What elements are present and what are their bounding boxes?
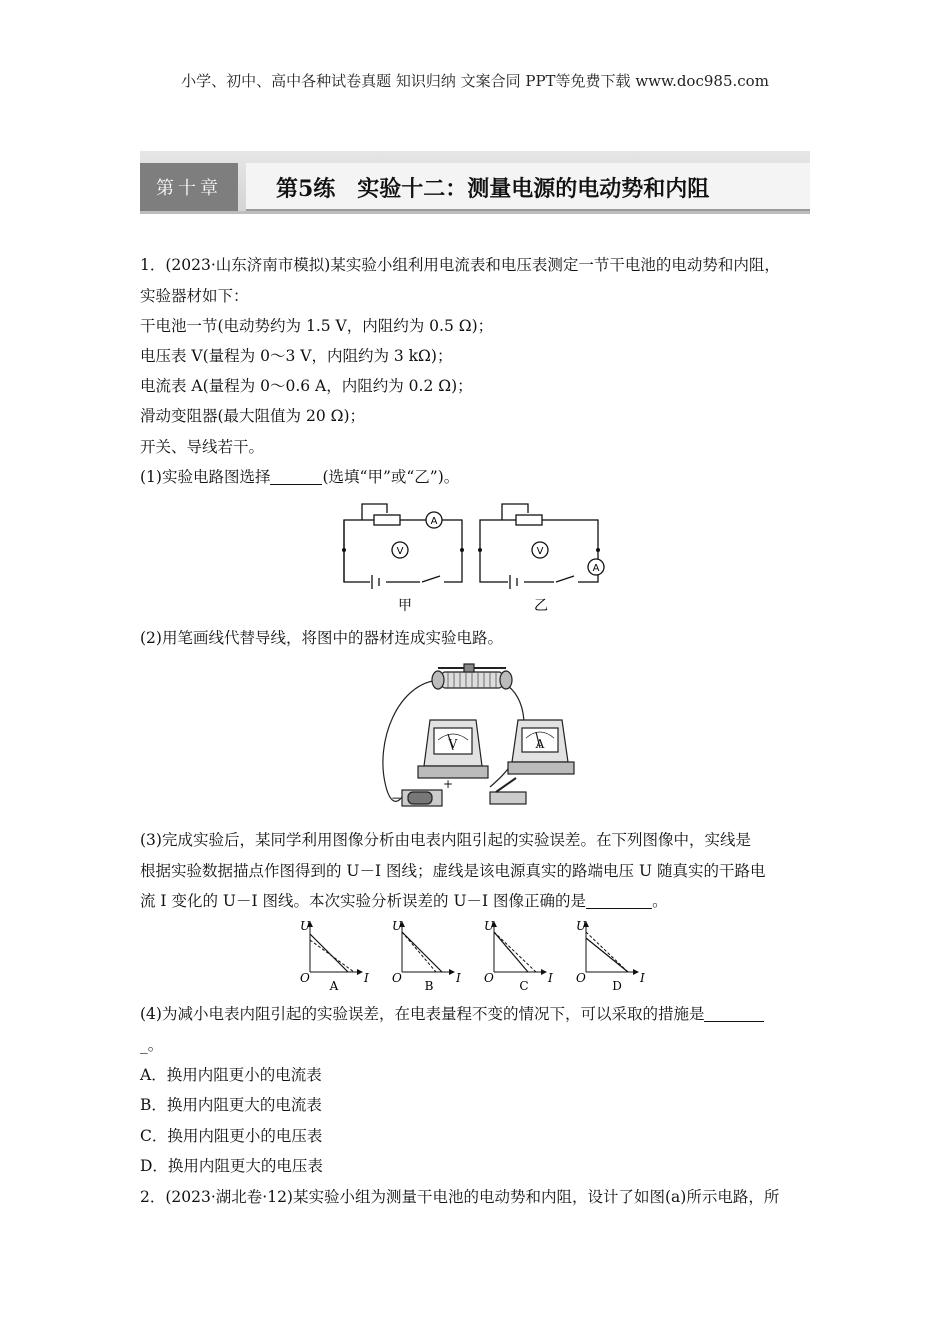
jia-caption: 甲 xyxy=(398,598,412,614)
q1-part3-line1: (3)完成实验后，某同学利用图像分析由电表内阻引起的实验误差。在下列图像中，实线是 xyxy=(140,831,751,849)
chapter-header xyxy=(140,151,810,215)
q2-stem: 2．(2023·湖北卷·12)某实验小组为测量干电池的电动势和内阻，设计了如图(a)所示电路，所 xyxy=(140,1188,780,1206)
q1-part1 xyxy=(140,466,459,488)
q1-part1-pre: (1)实验电路图选择 xyxy=(140,468,271,486)
option-b: B．换用内阻更大的电流表 xyxy=(140,1096,322,1114)
graph-d-u: U xyxy=(576,919,587,933)
q1-part3-line3 xyxy=(140,890,668,912)
circuit-figures xyxy=(330,498,620,618)
title-box xyxy=(246,163,810,211)
graph-c-label: C xyxy=(519,979,529,993)
graph-b-label: B xyxy=(424,979,434,993)
option-c: C．换用内阻更小的电压表 xyxy=(140,1127,323,1145)
q1-part3-line3-post: 。 xyxy=(652,892,668,910)
apparatus-ammeter-label: A xyxy=(535,737,545,751)
q1-stem-line1: 1．(2023·山东济南市模拟)某实验小组利用电流表和电压表测定一节干电池的电动势和内阻， xyxy=(140,256,780,274)
graph-c-o: O xyxy=(484,971,494,985)
yi-caption: 乙 xyxy=(534,598,548,614)
q1-part4-line2: _。 xyxy=(140,1036,164,1054)
chapter-label: 第十章 xyxy=(140,163,238,211)
ui-graphs xyxy=(292,918,664,994)
graph-c xyxy=(484,919,553,993)
q1-item-rheostat: 滑动变阻器(最大阻值为 20 Ω)； xyxy=(140,407,366,425)
graph-a-o: O xyxy=(300,971,310,985)
graph-d-label: D xyxy=(612,979,622,993)
option-a: A．换用内阻更小的电流表 xyxy=(140,1066,322,1084)
graph-b-o: O xyxy=(392,971,402,985)
site-banner: 小学、初中、高中各种试卷真题 知识归纳 文案合同 PPT等免费下载 www.doc985.com xyxy=(181,72,769,90)
yi-voltmeter-label: V xyxy=(536,546,544,557)
graph-d-i: I xyxy=(640,971,645,985)
graph-c-u: U xyxy=(484,919,495,933)
battery-plus-label: + xyxy=(442,777,454,791)
q1-stem-line2: 实验器材如下： xyxy=(140,287,249,305)
answer-blank-1[interactable] xyxy=(270,468,322,485)
graph-a-label: A xyxy=(329,979,339,993)
q1-item-battery: 干电池一节(电动势约为 1.5 V，内阻约为 0.5 Ω)； xyxy=(140,317,494,335)
q1-part4-line1 xyxy=(140,1003,764,1025)
section-title: 第5练 实验十二：测量电源的电动势和内阻 xyxy=(276,176,710,202)
battery-minus-label: − xyxy=(390,791,402,805)
jia-voltmeter-label: V xyxy=(396,546,404,557)
graph-b-u: U xyxy=(392,919,403,933)
graph-d xyxy=(576,919,645,993)
apparatus-voltmeter-label: V xyxy=(448,737,458,751)
q1-part1-post: (选填“甲”或“乙”)。 xyxy=(322,468,460,486)
q1-part3-line2: 根据实验数据描点作图得到的 U－I 图线；虚线是该电源真实的路端电压 U 随真实的干路电 xyxy=(140,862,766,880)
apparatus-figure xyxy=(378,662,578,812)
yi-ammeter-label: A xyxy=(592,563,600,574)
q1-item-voltmeter: 电压表 V(量程为 0～3 V，内阻约为 3 kΩ)； xyxy=(140,347,453,365)
graph-b xyxy=(392,919,461,993)
q1-item-switch: 开关、导线若干。 xyxy=(140,438,265,456)
graph-a-i: I xyxy=(364,971,369,985)
option-d: D．换用内阻更大的电压表 xyxy=(140,1157,323,1175)
q1-item-ammeter: 电流表 A(量程为 0～0.6 A，内阻约为 0.2 Ω)； xyxy=(140,377,473,395)
answer-blank-3[interactable] xyxy=(586,892,652,909)
graph-a xyxy=(300,919,369,993)
answer-blank-4[interactable] xyxy=(704,1005,764,1022)
graph-d-o: O xyxy=(576,971,586,985)
jia-ammeter-label: A xyxy=(430,516,438,527)
graph-a-u: U xyxy=(300,919,311,933)
q1-part3-line3-pre: 流 I 变化的 U－I 图线。本次实验分析误差的 U－I 图像正确的是 xyxy=(140,892,587,910)
q1-part4-text: (4)为减小电表内阻引起的实验误差，在电表量程不变的情况下，可以采取的措施是 xyxy=(140,1005,705,1023)
graph-c-i: I xyxy=(548,971,553,985)
q1-part2: (2)用笔画线代替导线，将图中的器材连成实验电路。 xyxy=(140,629,503,647)
graph-b-i: I xyxy=(456,971,461,985)
